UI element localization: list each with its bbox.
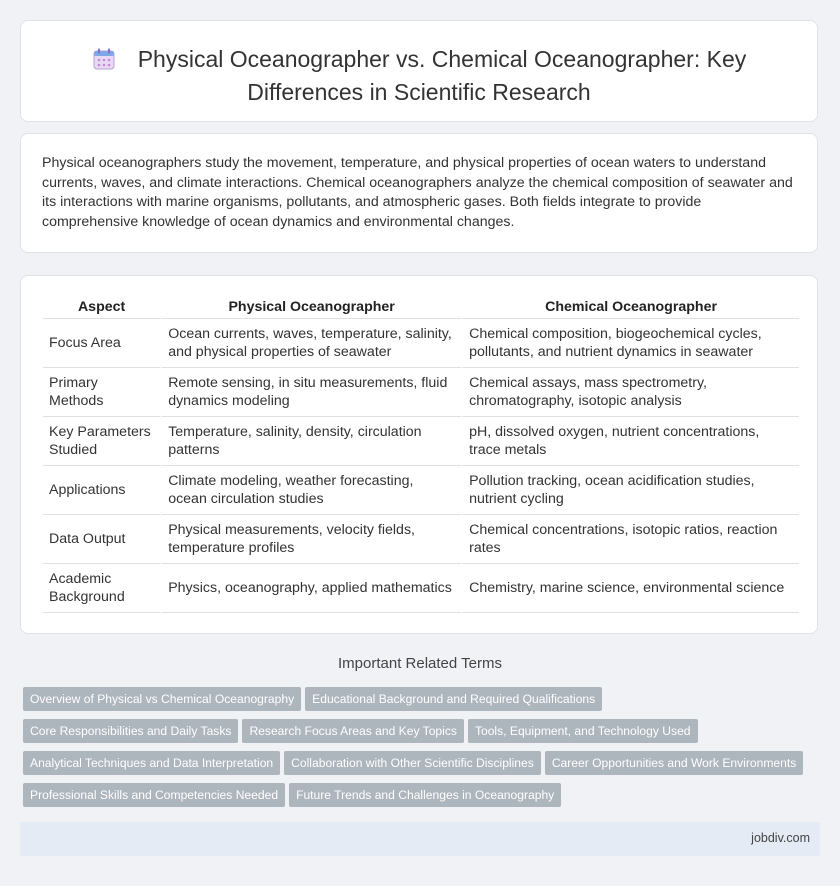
related-term-tag[interactable]: Analytical Techniques and Data Interpretation [23,751,280,775]
row-aspect: Data Output [43,515,160,564]
intro-card [20,133,818,253]
footer [20,822,820,856]
related-term-tag[interactable]: Educational Background and Required Qualifications [305,687,602,711]
title-line-1: Physical Oceanographer vs. Chemical Oceanographer: Key [137,46,747,72]
row-physical: Physics, oceanography, applied mathematics [160,564,461,613]
related-term-tag[interactable]: Tools, Equipment, and Technology Used [468,719,698,743]
related-term-tag[interactable]: Career Opportunities and Work Environments [545,751,803,775]
title-line-2: Differences in Scientific Research [247,79,591,105]
related-term-tag[interactable]: Professional Skills and Competencies Needed [23,783,285,807]
table-row [43,417,799,466]
comparison-table [43,296,799,613]
row-chemical: Chemistry, marine science, environmental science [461,564,799,613]
row-chemical: Pollution tracking, ocean acidification studies, nutrient cycling [461,466,799,515]
row-chemical: Chemical concentrations, isotopic ratios, reaction rates [461,515,799,564]
intro-paragraph: Physical oceanographers study the movement, temperature, and physical properties of ocean waters to understand currents, waves, and climate interactions. Chemical oceanographers analyze the chemical composition of seawater and its interactions with marine organisms, pollutants, and atmospheric gases. Both fields integrate to provide comprehensive knowledge of ocean dynamics and environmental changes. [42,155,793,230]
row-aspect: Key Parameters Studied [43,417,160,466]
related-term-tag[interactable]: Overview of Physical vs Chemical Oceanography [23,687,301,711]
title-card [20,20,818,122]
page-title [21,45,817,107]
comparison-card [20,275,818,634]
table-row [43,466,799,515]
row-physical: Temperature, salinity, density, circulation patterns [160,417,461,466]
row-aspect: Focus Area [43,319,160,368]
table-row [43,564,799,613]
footer-site-link[interactable]: jobdiv.com [751,831,810,845]
row-physical: Physical measurements, velocity fields, temperature profiles [160,515,461,564]
row-physical: Ocean currents, waves, temperature, salinity, and physical properties of seawater [160,319,461,368]
row-physical: Climate modeling, weather forecasting, ocean circulation studies [160,466,461,515]
table-header-row [43,296,799,319]
related-terms-list [23,687,823,815]
table-row [43,515,799,564]
row-aspect: Applications [43,466,160,515]
header-aspect: Aspect [43,296,160,319]
header-chemical: Chemical Oceanographer [461,296,799,319]
row-chemical: pH, dissolved oxygen, nutrient concentrations, trace metals [461,417,799,466]
table-row [43,319,799,368]
row-aspect: Primary Methods [43,368,160,417]
related-term-tag[interactable]: Core Responsibilities and Daily Tasks [23,719,238,743]
related-terms-heading: Important Related Terms [338,655,502,672]
row-aspect: Academic Background [43,564,160,613]
header-physical: Physical Oceanographer [160,296,461,319]
related-term-tag[interactable]: Collaboration with Other Scientific Disciplines [284,751,541,775]
row-physical: Remote sensing, in situ measurements, fluid dynamics modeling [160,368,461,417]
related-term-tag[interactable]: Future Trends and Challenges in Oceanography [289,783,561,807]
row-chemical: Chemical assays, mass spectrometry, chromatography, isotopic analysis [461,368,799,417]
table-row [43,368,799,417]
calendar-icon [92,47,116,78]
related-term-tag[interactable]: Research Focus Areas and Key Topics [242,719,464,743]
row-chemical: Chemical composition, biogeochemical cycles, pollutants, and nutrient dynamics in seawater [461,319,799,368]
